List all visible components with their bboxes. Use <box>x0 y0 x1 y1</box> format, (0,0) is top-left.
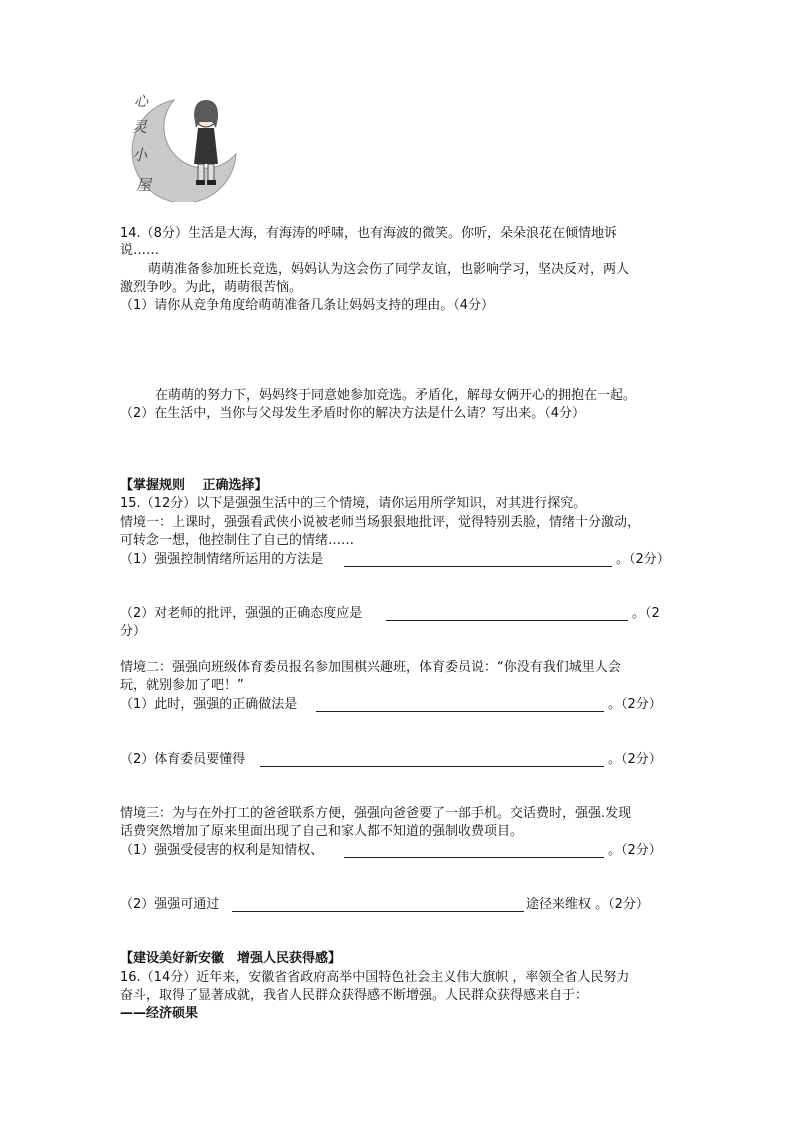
q15-intro: 15.（12分）以下是强强生活中的三个情境，请你运用所学知识，对其进行探究。 <box>120 496 587 511</box>
q14-line2: 说…… <box>120 243 160 258</box>
answer-blank-s2q1[interactable] <box>316 711 604 712</box>
q15-s3q2: （2）强强可通过 <box>120 897 220 912</box>
moon-girl-logo <box>124 82 244 202</box>
q15-s1q1: （1）强强控制情绪所运用的方法是 <box>120 552 324 567</box>
svg-text:屋: 屋 <box>136 176 152 194</box>
q14-line1: 14.（8分）生活是大海，有海涛的呼啸，也有海波的微笑。你听，朵朵浪花在倾情地诉 <box>120 226 617 241</box>
q15-s1q2-score: 。（2 <box>632 606 660 621</box>
q14-scene1b: 激烈争吵。为此，萌萌很苦恼。 <box>120 280 303 295</box>
q15-s2q1-score: 。（2分） <box>608 697 662 712</box>
q15-s3b: 话费突然增加了原来里面出现了自己和家人都不知道的强制收费项目。 <box>120 824 524 839</box>
answer-blank-s1q2[interactable] <box>386 620 628 621</box>
q16-line2: 奋斗，取得了显著成就，我省人民群众获得感不断增强。人民群众获得感来自于： <box>120 988 589 1003</box>
q15-s1q2: （2）对老师的批评，强强的正确态度应是 <box>120 606 363 621</box>
q15-s2q2: （2）体育委员要懂得 <box>120 752 246 767</box>
q15-s2b: 玩，就别参加了吧！” <box>120 678 244 693</box>
q15-s2q1: （1）此时，强强的正确做法是 <box>120 697 298 712</box>
q15-s2a: 情境二：强强向班级体育委员报名参加围棋兴趣班，体育委员说：“你没有我们城里人会 <box>120 660 621 675</box>
section-heading-rules: 【掌握规则 正确选择】 <box>120 478 268 493</box>
q14-sub1: （1）请你从竞争角度给萌萌准备几条让妈妈支持的理由。（4分） <box>120 298 495 313</box>
answer-blank-s1q1[interactable] <box>344 566 612 567</box>
q15-s1q1-score: 。（2分） <box>616 552 670 567</box>
svg-text:心: 心 <box>134 94 148 110</box>
svg-text:小: 小 <box>132 146 148 164</box>
q15-s1a: 情境一：上课时，强强看武侠小说被老师当场狠狠地批评，觉得特别丢脸，情绪十分激动， <box>120 515 641 530</box>
q15-s2q2-score: 。（2分） <box>608 752 662 767</box>
answer-blank-s3q1[interactable] <box>344 857 604 858</box>
q15-s1q2-score2: 分） <box>120 624 147 639</box>
q14-sub2: （2）在生活中，当你与父母发生矛盾时你的解决方法是什么请？写出来。（4分） <box>120 406 586 421</box>
q15-s1b: 可转念一想，他控制住了自己的情绪…… <box>120 533 355 548</box>
answer-blank-s2q2[interactable] <box>260 766 604 767</box>
q16-line3: ——经济硕果 <box>120 1006 199 1021</box>
q15-s3a: 情境三：为与在外打工的爸爸联系方便，强强向爸爸要了一部手机。交话费时，强强.发现 <box>120 806 632 821</box>
section-heading-anhui: 【建设美好新安徽 增强人民获得感】 <box>120 951 342 966</box>
q14-scene1a: 萌萌准备参加班长竞选，妈妈认为这会伤了同学友谊，也影响学习，坚决反对，两人 <box>148 262 630 277</box>
q14-scene2: 在萌萌的努力下，妈妈终于同意她参加竞选。矛盾化，解母女俩开心的拥抱在一起。 <box>155 388 637 403</box>
q16-line1: 16.（14分）近年来，安徽省省政府高举中国特色社会主义伟大旗帜 ，率领全省人民努力 <box>120 970 630 985</box>
q15-s3q1-score: 。（2分） <box>608 843 662 858</box>
answer-blank-s3q2[interactable] <box>232 911 524 912</box>
q15-s3q1: （1）强强受侵害的权利是知情权、 <box>120 843 324 858</box>
svg-text:灵: 灵 <box>132 118 148 136</box>
q15-s3q2-score: 途径来维权 。（2分） <box>526 897 649 912</box>
